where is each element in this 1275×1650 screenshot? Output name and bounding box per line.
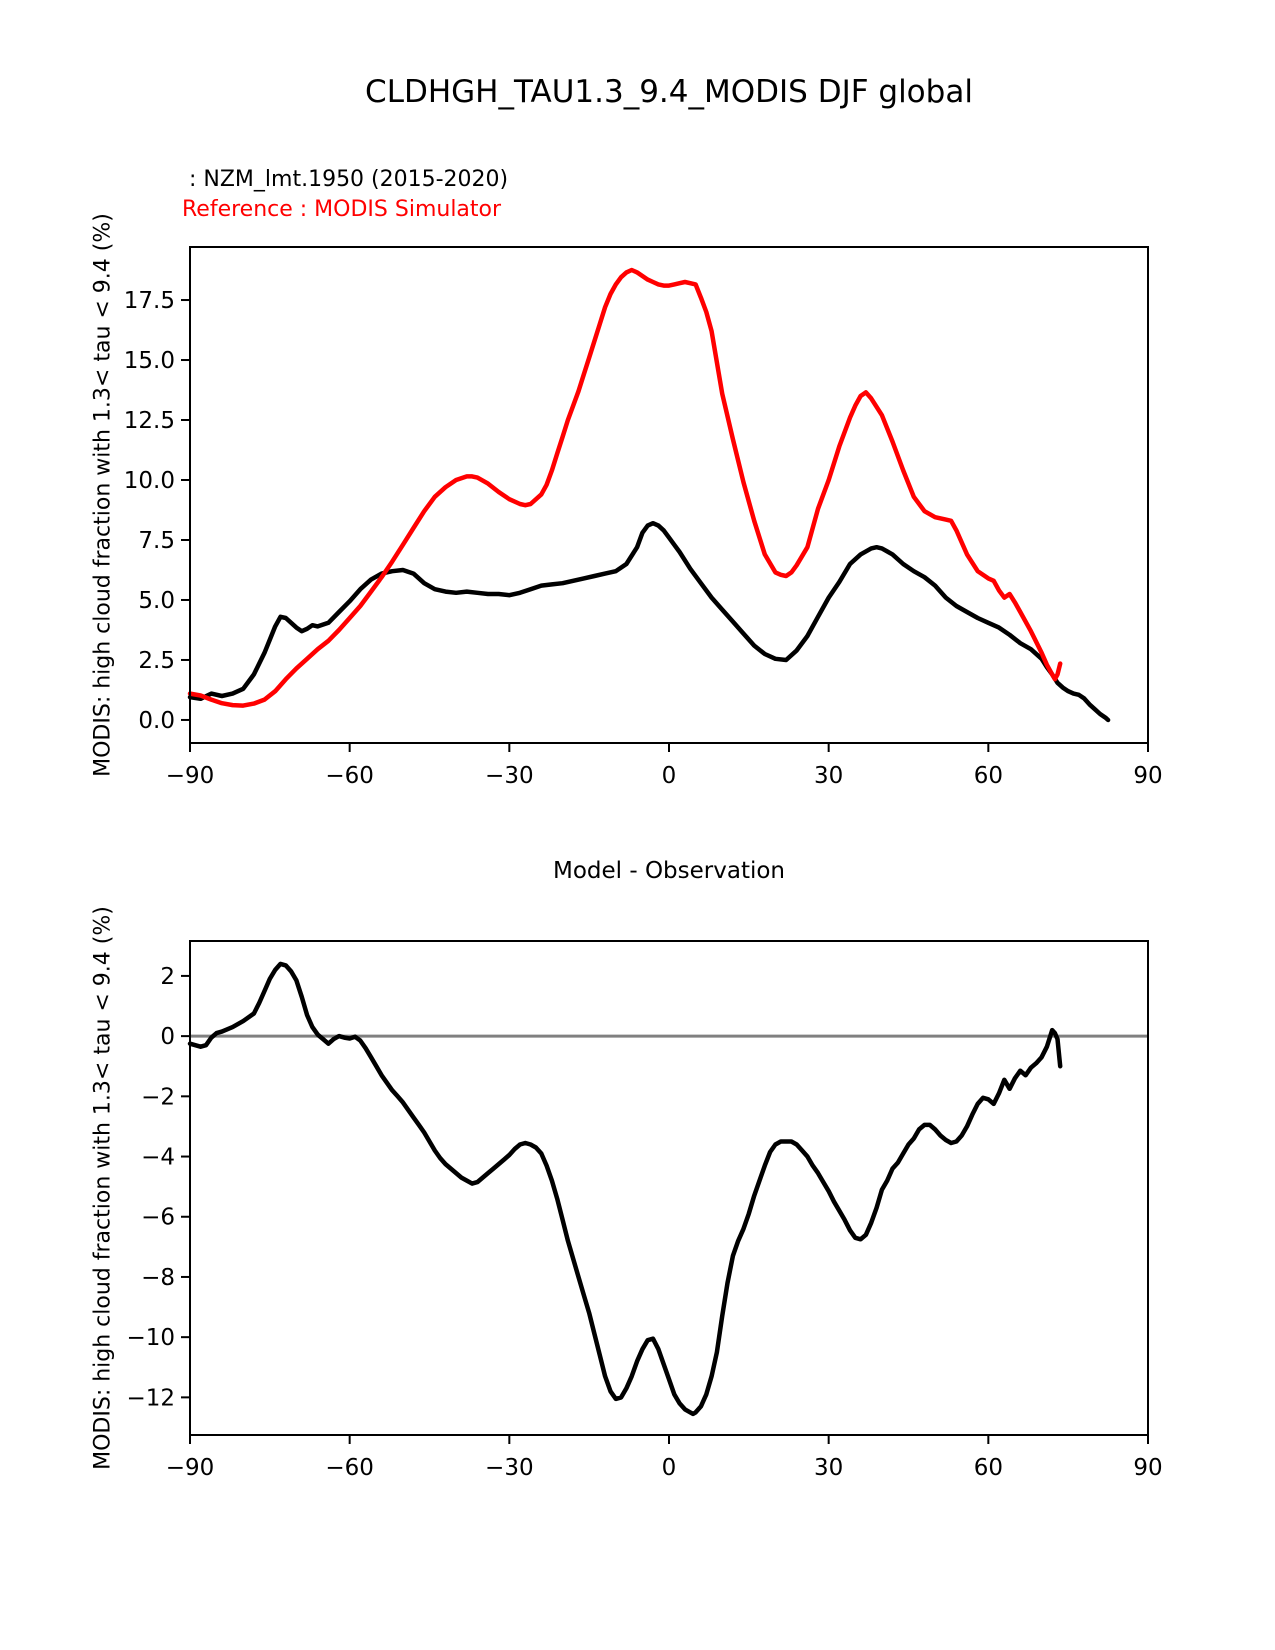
- bottom-y-axis-label: MODIS: high cloud fraction with 1.3< tau < 9.4 (%): [90, 906, 116, 1470]
- x-tick-label: −30: [485, 763, 534, 789]
- y-tick-label: 10.0: [123, 468, 175, 495]
- y-tick-label: 0: [160, 1024, 175, 1051]
- y-tick-label: 17.5: [123, 288, 175, 315]
- y-tick-label: −12: [126, 1385, 175, 1412]
- y-tick-label: 12.5: [123, 408, 175, 435]
- y-tick-label: 2.5: [138, 647, 175, 674]
- axes-frame: [190, 941, 1148, 1435]
- x-tick-label: 90: [1133, 1455, 1163, 1481]
- x-tick-label: 0: [661, 1455, 677, 1481]
- y-tick-label: 2: [160, 963, 175, 990]
- figure-title: CLDHGH_TAU1.3_9.4_MODIS DJF global: [365, 74, 973, 110]
- y-tick-label: −4: [141, 1144, 175, 1171]
- y-tick-label: 5.0: [138, 587, 175, 614]
- x-tick-label: 0: [661, 763, 677, 789]
- y-tick-label: −10: [126, 1325, 175, 1352]
- y-tick-label: 0.0: [138, 707, 175, 734]
- bottom-panel-title: Model - Observation: [552, 858, 786, 884]
- x-tick-label: −90: [165, 1455, 215, 1481]
- x-tick-label: −90: [165, 763, 215, 789]
- x-tick-label: 90: [1133, 763, 1163, 789]
- axes-frame: [190, 247, 1148, 743]
- x-tick-label: 60: [973, 763, 1003, 789]
- difference-curve: [190, 964, 1060, 1414]
- x-tick-label: −60: [325, 763, 374, 789]
- y-tick-label: 7.5: [138, 527, 175, 554]
- y-tick-label: −8: [141, 1264, 175, 1291]
- top-y-axis-label: MODIS: high cloud fraction with 1.3< tau < 9.4 (%): [90, 213, 116, 777]
- x-tick-label: 30: [814, 1455, 844, 1481]
- reference-curve: [190, 270, 1060, 706]
- legend-model-label: : NZM_lmt.1950 (2015-2020): [182, 167, 509, 192]
- y-tick-label: 15.0: [123, 348, 175, 375]
- y-tick-label: −2: [141, 1084, 175, 1111]
- x-tick-label: −60: [325, 1455, 374, 1481]
- y-tick-label: −6: [141, 1204, 175, 1231]
- model-curve: [190, 523, 1108, 720]
- x-tick-label: −30: [485, 1455, 534, 1481]
- x-tick-label: 60: [973, 1455, 1003, 1481]
- legend-reference-label: Reference : MODIS Simulator: [182, 197, 502, 222]
- x-tick-label: 30: [814, 763, 844, 789]
